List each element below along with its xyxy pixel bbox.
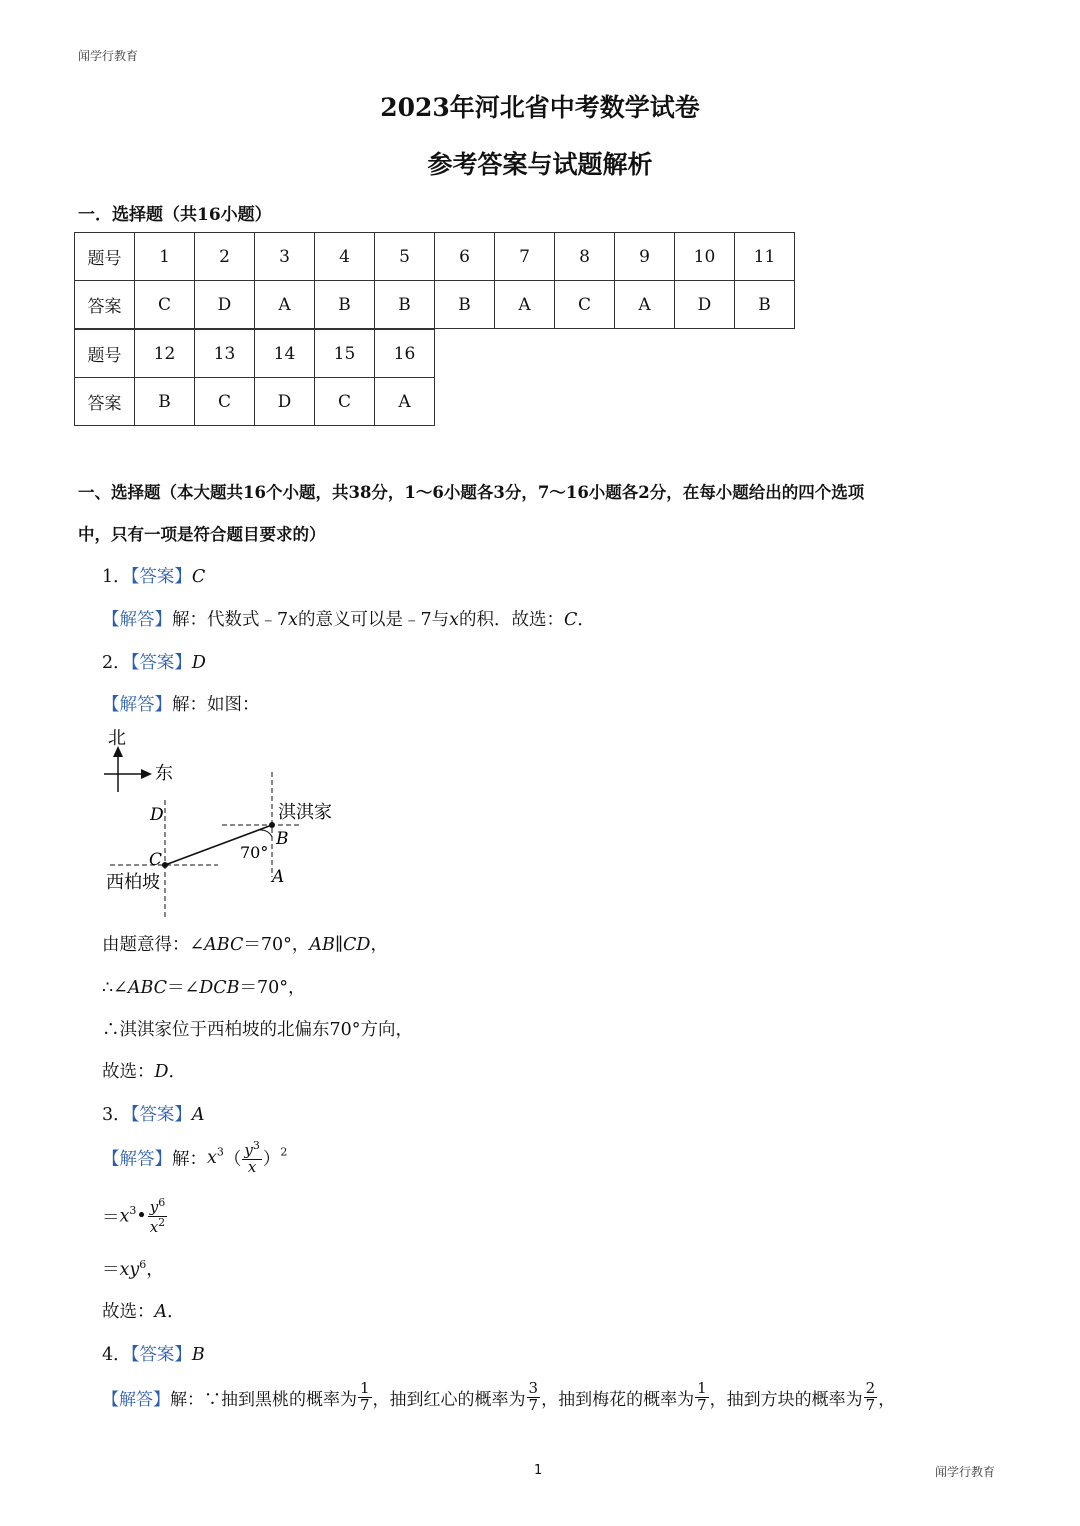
table-cell: 1 (135, 233, 195, 281)
table-cell: C (195, 378, 255, 426)
footer-brand: 闻学行教育 (935, 1465, 996, 1479)
table-cell: 12 (135, 330, 195, 378)
q2-step2: ∴∠ABC＝∠DCB＝70°， (102, 978, 306, 998)
row-label-answer: 答案 (75, 281, 135, 329)
table-cell: 3 (255, 233, 315, 281)
q2-step3: ∴淇淇家位于西柏坡的北偏东70°方向， (102, 1020, 414, 1040)
q2-choice: 故选：D． (102, 1062, 187, 1082)
table-cell: 7 (495, 233, 555, 281)
answer-table (74, 232, 795, 329)
q3-solution: 【解答】解：$x^3$（ $\frac{y^3}{x}$ ）$^2$ (102, 1139, 288, 1176)
table-cell: A (495, 281, 555, 329)
point-B: B (276, 829, 289, 849)
table-cell: B (315, 281, 375, 329)
section-heading-choice: 一．选择题（共16小题） (78, 205, 272, 225)
page-subtitle: 参考答案与试题解析 (427, 150, 653, 179)
q2-solution: 【解答】解：如图： (102, 695, 260, 715)
q4-answer: 4．【答案】B (102, 1345, 205, 1365)
north-label: 北 (108, 728, 126, 749)
table-row (75, 378, 435, 426)
table-cell: 11 (735, 233, 795, 281)
q2-answer: 2．【答案】D (102, 653, 206, 673)
answer-table-2 (74, 329, 435, 426)
table-cell: C (135, 281, 195, 329)
table-cell: 4 (315, 233, 375, 281)
table-cell: B (135, 378, 195, 426)
table-cell: 6 (435, 233, 495, 281)
table-cell: 13 (195, 330, 255, 378)
table-cell: 5 (375, 233, 435, 281)
header-brand: 闻学行教育 (78, 49, 139, 63)
table-cell: C (555, 281, 615, 329)
table-cell: 2 (195, 233, 255, 281)
page-title: 2023年河北省中考数学试卷 (380, 93, 700, 122)
page-number: 1 (534, 1463, 543, 1478)
table-cell: 9 (615, 233, 675, 281)
angle-label: 70° (240, 843, 269, 862)
q3-choice: 故选：A． (102, 1302, 185, 1322)
table-cell: A (375, 378, 435, 426)
east-label: 东 (155, 763, 173, 784)
table-cell: 16 (375, 330, 435, 378)
direction-figure (100, 722, 350, 922)
table-cell: B (375, 281, 435, 329)
section-intro-line2: 中，只有一项是符合题目要求的） (78, 525, 326, 544)
table-cell: 10 (675, 233, 735, 281)
section-intro-line1: 一、选择题（本大题共16个小题，共38分，1～6小题各3分，7～16小题各2分，在每小题给出的四个选项 (78, 483, 865, 502)
table-cell: A (255, 281, 315, 329)
row-label-answer: 答案 (75, 378, 135, 426)
table-cell: C (315, 378, 375, 426)
q3-step1: $=x^3•$ $\frac{y^6}{x^2}$ (102, 1196, 166, 1236)
row-label-question: 题号 (75, 330, 135, 378)
q2-step1: 由题意得：∠ABC＝70°，AB∥CD， (102, 935, 388, 955)
table-cell: B (735, 281, 795, 329)
table-cell: D (195, 281, 255, 329)
q1-answer: 1．【答案】C (102, 567, 206, 587)
table-cell: D (675, 281, 735, 329)
point-D: D (150, 805, 164, 825)
table-row (75, 281, 795, 329)
q3-step2: $=xy^6$， (102, 1258, 164, 1280)
table-cell: 15 (315, 330, 375, 378)
q3-answer: 3．【答案】A (102, 1105, 205, 1125)
point-A: A (272, 867, 285, 887)
table-row (75, 330, 435, 378)
q1-solution: 【解答】解：代数式﹣7x的意义可以是﹣7与x的积．故选：C． (102, 610, 595, 630)
table-cell: 8 (555, 233, 615, 281)
table-row (75, 233, 795, 281)
table-cell: 14 (255, 330, 315, 378)
table-cell: B (435, 281, 495, 329)
table-cell: A (615, 281, 675, 329)
xibaipo-label: 西柏坡 (106, 872, 160, 893)
q4-solution: 【解答】解：∵抽到黑桃的概率为 $\frac{1}{7}$ ，抽到红心的概率为 $\frac{3}{7}$ ，抽到梅花的概率为 $\frac{1}{7}$ ，抽到方块的概率为 $\frac{2}{7}$ ， (102, 1379, 896, 1414)
home-label: 淇淇家 (278, 802, 332, 823)
row-label-question: 题号 (75, 233, 135, 281)
point-C: C (149, 850, 163, 870)
table-cell: D (255, 378, 315, 426)
